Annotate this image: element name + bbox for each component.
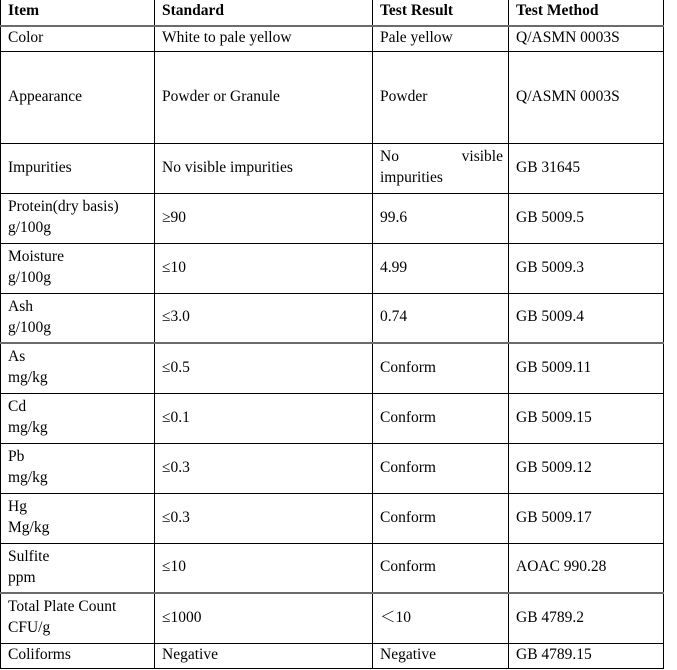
table-row xyxy=(1,193,664,243)
column-header-item: Item xyxy=(1,0,155,26)
item-unit: mg/kg xyxy=(8,419,48,436)
item-label: Protein(dry basis) xyxy=(8,198,119,216)
table-row xyxy=(1,293,664,343)
table-row xyxy=(1,643,664,668)
item-label: Moisture xyxy=(8,248,64,266)
table-row xyxy=(1,493,664,543)
cell-test-method: AOAC 990.28 xyxy=(509,543,664,593)
item-unit: g/100g xyxy=(8,269,52,286)
cell-item xyxy=(1,443,155,493)
cell-test-result: Conform xyxy=(373,543,509,593)
item-unit: ppm xyxy=(8,568,36,586)
item-label: Total Plate Count xyxy=(8,598,117,616)
cell-item xyxy=(1,243,155,293)
table-row xyxy=(1,443,664,493)
cell-standard: ≤0.5 xyxy=(155,343,373,393)
item-label: Appearance xyxy=(8,87,83,105)
item-unit: mg/kg xyxy=(8,469,48,486)
cell-test-result: Negative xyxy=(373,643,509,668)
column-header-standard: Standard xyxy=(155,0,373,26)
cell-standard: No visible impurities xyxy=(155,143,373,193)
cell-test-result: 0.74 xyxy=(373,293,509,343)
item-label: Hg xyxy=(8,498,27,516)
item-label: Ash xyxy=(8,297,33,315)
cell-test-result: 4.99 xyxy=(373,243,509,293)
cell-test-method: Q/ASMN 0003S xyxy=(509,26,664,51)
cell-test-method: GB 5009.11 xyxy=(509,343,664,393)
item-label: Coliforms xyxy=(8,646,71,664)
cell-standard: ≥90 xyxy=(155,193,373,243)
cell-item xyxy=(1,143,155,193)
cell-item xyxy=(1,193,155,243)
cell-standard: ≤3.0 xyxy=(155,293,373,343)
table-row xyxy=(1,51,664,143)
cell-item xyxy=(1,51,155,143)
item-unit: Mg/kg xyxy=(8,519,50,536)
cell-standard: ≤1000 xyxy=(155,593,373,643)
cell-test-result: Pale yellow xyxy=(373,26,509,51)
table-row xyxy=(1,593,664,643)
cell-item xyxy=(1,26,155,51)
cell-test-result: Powder xyxy=(373,51,509,143)
item-label: Color xyxy=(8,29,44,47)
cell-test-method: GB 4789.2 xyxy=(509,593,664,643)
cell-item xyxy=(1,643,155,668)
cell-standard: Powder or Granule xyxy=(155,51,373,143)
item-label: As xyxy=(8,348,26,366)
cell-standard: ≤0.3 xyxy=(155,493,373,543)
item-label: Sulfite xyxy=(8,547,50,565)
cell-standard: ≤0.3 xyxy=(155,443,373,493)
cell-item xyxy=(1,593,155,643)
cell-test-method: GB 5009.3 xyxy=(509,243,664,293)
item-unit: g/100g xyxy=(8,219,52,236)
cell-standard: Negative xyxy=(155,643,373,668)
cell-item xyxy=(1,343,155,393)
item-unit: mg/kg xyxy=(8,369,48,387)
table-row xyxy=(1,343,664,393)
item-label: Pb xyxy=(8,448,25,466)
cell-test-result: 99.6 xyxy=(373,193,509,243)
cell-item xyxy=(1,493,155,543)
cell-test-method: GB 5009.17 xyxy=(509,493,664,543)
cell-item xyxy=(1,293,155,343)
cell-test-result xyxy=(373,143,509,193)
table-row xyxy=(1,543,664,593)
column-header-test-result: Test Result xyxy=(373,0,509,26)
column-header-test-method: Test Method xyxy=(509,0,664,26)
table-row xyxy=(1,26,664,51)
cell-test-result: Conform xyxy=(373,343,509,393)
cell-item xyxy=(1,393,155,443)
cell-test-result: Conform xyxy=(373,443,509,493)
cell-test-method: GB 31645 xyxy=(509,143,664,193)
test-result-line-2: impurities xyxy=(380,169,443,186)
cell-standard: ≤0.1 xyxy=(155,393,373,443)
table-row xyxy=(1,393,664,443)
cell-test-result: Conform xyxy=(373,393,509,443)
table-row xyxy=(1,243,664,293)
cell-test-result: Conform xyxy=(373,493,509,543)
item-unit: g/100g xyxy=(8,318,52,336)
cell-test-result: ＜10 xyxy=(373,593,509,643)
cell-test-method: Q/ASMN 0003S xyxy=(509,51,664,143)
cell-test-method: GB 5009.4 xyxy=(509,293,664,343)
cell-test-method: GB 5009.12 xyxy=(509,443,664,493)
item-label: Cd xyxy=(8,398,27,416)
cell-test-method: GB 5009.15 xyxy=(509,393,664,443)
item-label: Impurities xyxy=(8,158,72,176)
table-row xyxy=(1,143,664,193)
cell-test-method: GB 4789.15 xyxy=(509,643,664,668)
item-unit: CFU/g xyxy=(8,619,51,637)
cell-item xyxy=(1,543,155,593)
cell-standard: ≤10 xyxy=(155,243,373,293)
cell-test-method: GB 5009.5 xyxy=(509,193,664,243)
cell-standard: ≤10 xyxy=(155,543,373,593)
test-result-line-1: No visible xyxy=(380,148,503,166)
table-header-row xyxy=(1,0,664,26)
cell-standard: White to pale yellow xyxy=(155,26,373,51)
